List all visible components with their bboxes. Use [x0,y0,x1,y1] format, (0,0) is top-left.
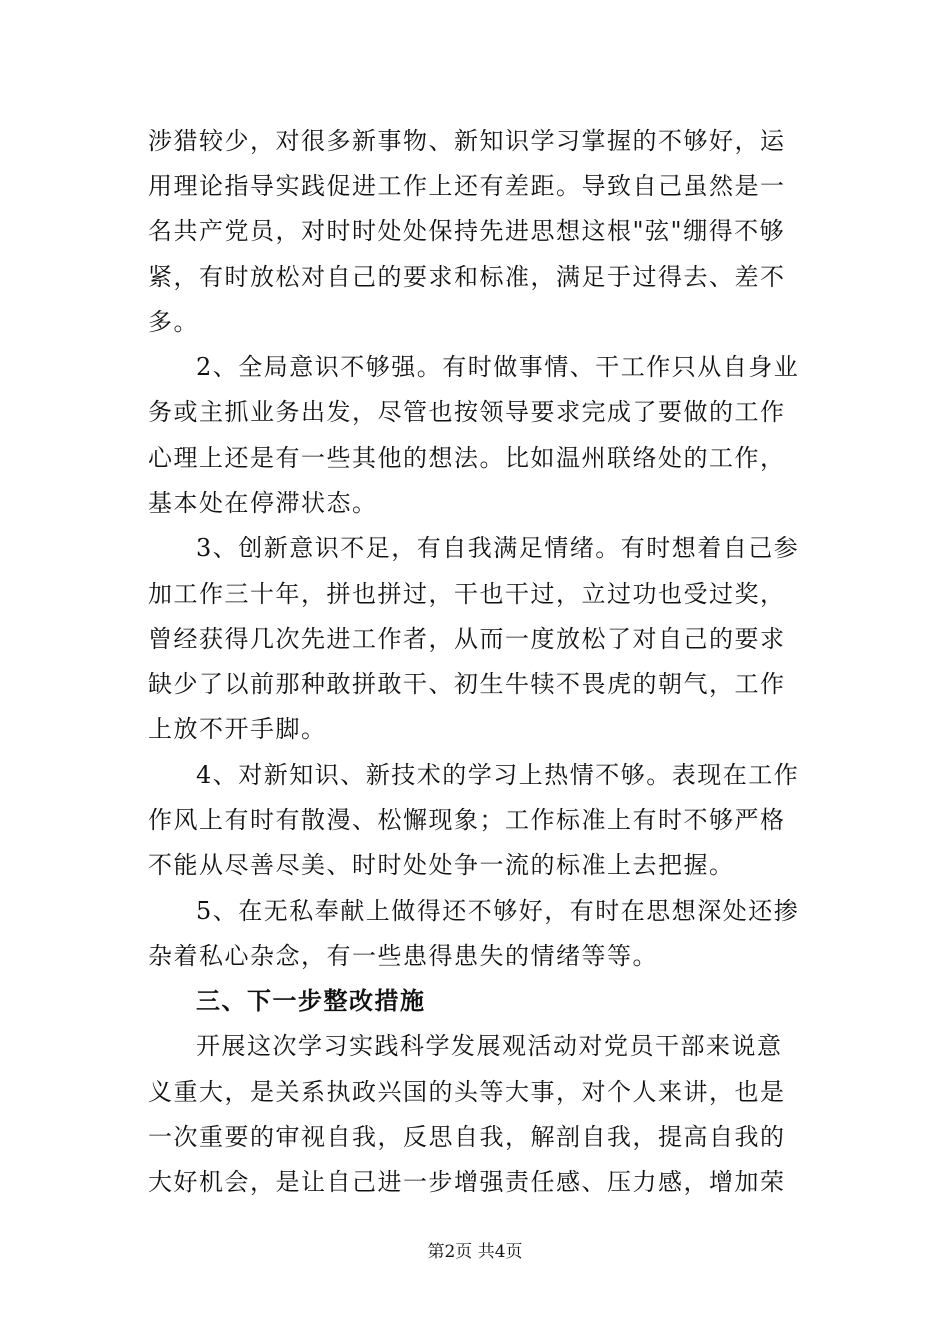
body-text-line: 上放不开手脚。 [148,715,327,743]
body-text-line: 用理论指导实践促进工作上还有差距。导致自己虽然是一 [148,172,786,200]
body-text-line: 务或主抓业务出发，尽管也按领导要求完成了要做的工作 [148,398,786,426]
page-footer: 第2页 共4页 [427,1242,523,1262]
body-text-line: 大好机会，是让自己进一步增强责任感、压力感，增加荣 [148,1168,786,1196]
body-text-line: 缺少了以前那种敢拼敢干、初生牛犊不畏虎的朝气，工作 [148,670,786,698]
paragraph-start-line: 5、在无私奉献上做得还不够好，有时在思想深处还掺 [196,897,800,925]
body-text-line: 心理上还是有一些其他的想法。比如温州联络处的工作， [148,444,786,472]
body-text-line: 涉猎较少，对很多新事物、新知识学习掌握的不够好，运 [148,127,786,155]
section-heading: 三、下一步整改措施 [196,987,426,1015]
body-text-line: 曾经获得几次先进工作者，从而一度放松了对自己的要求 [148,625,786,653]
body-text-line: 义重大，是关系执政兴国的头等大事，对个人来讲，也是 [148,1078,786,1106]
body-text-line: 基本处在停滞状态。 [148,489,378,517]
body-text-line: 作风上有时有散漫、松懈现象；工作标准上有时不够严格 [148,806,786,834]
body-text-line: 名共产党员，对时时处处保持先进思想这根"弦"绷得不够 [148,217,786,245]
body-text-line: 不能从尽善尽美、时时处处争一流的标准上去把握。 [148,851,735,879]
body-text-line: 加工作三十年，拼也拼过，干也干过，立过功也受过奖， [148,580,786,608]
body-text-line: 多。 [148,308,199,336]
paragraph-start-line: 3、创新意识不足，有自我满足情绪。有时想着自己参 [196,534,800,562]
paragraph-start-line: 4、对新知识、新技术的学习上热情不够。表现在工作 [196,761,800,789]
body-text-line: 杂着私心杂念，有一些患得患失的情绪等等。 [148,942,658,970]
paragraph-start-line: 开展这次学习实践科学发展观活动对党员干部来说意 [196,1032,783,1060]
body-text-line: 一次重要的审视自我，反思自我，解剖自我，提高自我的 [148,1123,786,1151]
body-text-line: 紧，有时放松对自己的要求和标准，满足于过得去、差不 [148,263,786,291]
paragraph-start-line: 2、全局意识不够强。有时做事情、干工作只从自身业 [196,353,800,381]
